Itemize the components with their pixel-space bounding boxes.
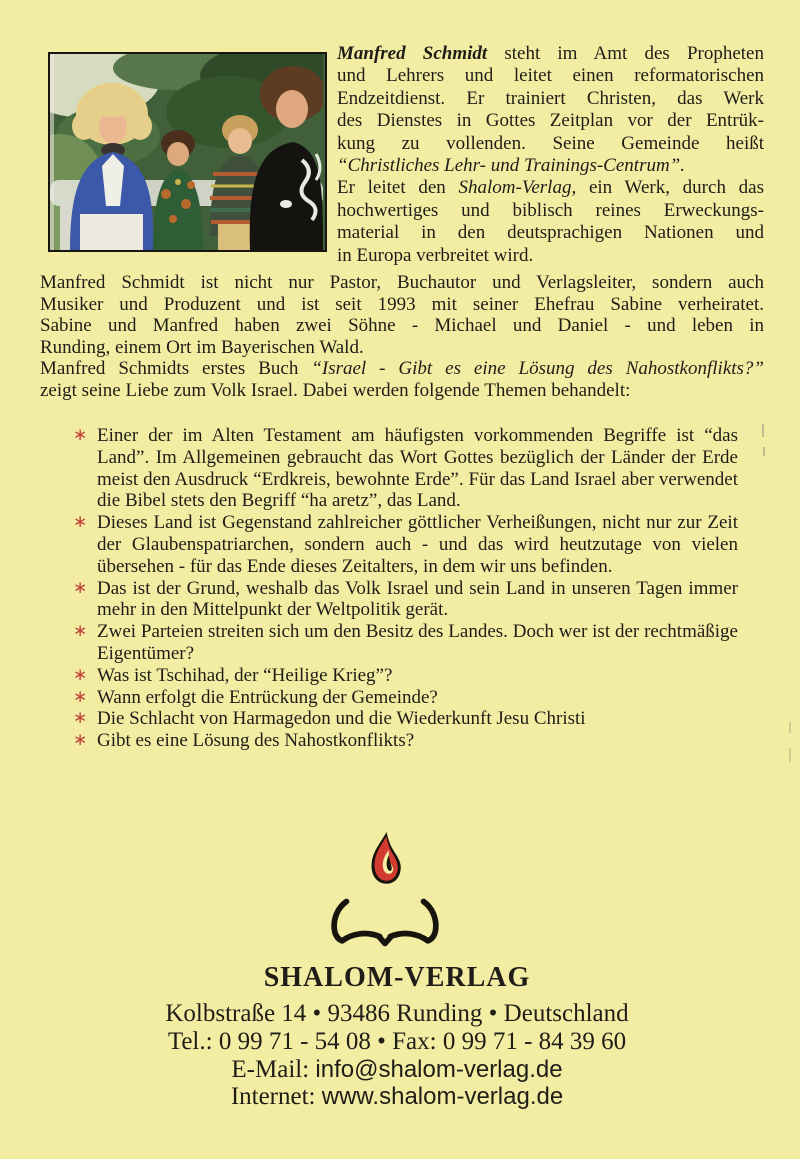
- open-book-icon: [329, 897, 441, 948]
- email-label: E-Mail:: [231, 1055, 310, 1083]
- asterisk-bullet-icon: ∗: [73, 686, 88, 707]
- flame-icon: [361, 824, 409, 894]
- text-line: und Lehrers und leitet einen reformatorischen: [337, 65, 764, 87]
- text-line: kung zu vollenden. Seine Gemeinde heißt: [337, 132, 764, 154]
- text-line: Endzeitdienst. Er trainiert Christen, das Werk: [337, 87, 764, 109]
- asterisk-bullet-icon: ∗: [73, 708, 88, 729]
- scan-artifact: [762, 424, 764, 437]
- asterisk-bullet-icon: ∗: [73, 577, 88, 598]
- family-photo: [48, 52, 327, 252]
- scan-artifact: [763, 447, 765, 456]
- text-line: zeigt seine Liebe zum Volk Israel. Dabei werden folgende Themen behandelt:: [40, 379, 631, 401]
- text-line: Er leitet den Shalom-Verlag, ein Werk, durch das: [337, 177, 764, 199]
- topic-item: [71, 578, 738, 622]
- topic-item: [71, 730, 738, 752]
- topic-item: [71, 687, 738, 709]
- author-intro-paragraph: [337, 43, 764, 267]
- topics-list: [71, 425, 738, 752]
- text-line: Musiker und Produzent und ist seit 1993 mit seiner Ehefrau Sabine verheiratet.: [40, 293, 764, 315]
- topic-text: Gibt es eine Lösung des Nahostkonflikts?: [97, 730, 415, 752]
- text-line: Manfred Schmidt steht im Amt des Propheten: [337, 43, 764, 64]
- topic-item: [71, 425, 738, 512]
- topic-item: [71, 665, 738, 687]
- scan-artifact: [789, 748, 791, 762]
- email-address: info@shalom-verlag.de: [315, 1055, 563, 1083]
- asterisk-bullet-icon: ∗: [73, 512, 88, 533]
- topic-text: Die Schlacht von Harmagedon und die Wiederkunft Jesu Christi: [97, 708, 586, 730]
- text-line: Sabine und Manfred haben zwei Söhne - Michael und Daniel - und leben in: [40, 315, 764, 336]
- asterisk-bullet-icon: ∗: [73, 425, 88, 445]
- text-line: in Europa verbreitet wird.: [337, 244, 534, 266]
- topic-text: Zwei Parteien streiten sich um den Besitz des Landes. Doch wer ist der rechtmäßige Eigentümer?: [97, 621, 738, 664]
- text-line: hochwertiges und biblisch reines Erweckungs-: [337, 199, 764, 221]
- topic-item: [71, 512, 738, 577]
- publisher-email-line: [0, 1056, 794, 1084]
- publisher-phone-fax: Tel.: 0 99 71 - 54 08 • Fax: 0 99 71 - 84 39 60: [167, 1027, 627, 1055]
- website-address: www.shalom-verlag.de: [321, 1083, 564, 1111]
- topic-text: Dieses Land ist Gegenstand zahlreicher göttlicher Verheißungen, nicht nur zur Zeit der Glaubenspatriarchen, sondern auch - und das wird heutzutage von vielen übersehen - für das Ende dieses Zeitalters, in dem wir uns befinden.: [97, 512, 738, 577]
- publisher-internet-line: [0, 1083, 794, 1111]
- publisher-address: Kolbstraße 14 • 93486 Runding • Deutschland: [165, 1000, 629, 1027]
- text-line: Manfred Schmidts erstes Buch “Israel - Gibt es eine Lösung des Nahostkonflikts?”: [40, 358, 764, 379]
- asterisk-bullet-icon: ∗: [73, 730, 88, 751]
- text-line: Runding, einem Ort im Bayerischen Wald.: [40, 336, 364, 358]
- topic-text: Wann erfolgt die Entrückung der Gemeinde?: [97, 686, 438, 708]
- topic-item: [71, 708, 738, 730]
- publisher-name: SHALOM-VERLAG: [263, 962, 531, 993]
- asterisk-bullet-icon: ∗: [73, 664, 88, 685]
- text-line: material in den deutsprachigen Nationen und: [337, 222, 764, 244]
- text-line: “Christliches Lehr- und Trainings-Centrum”.: [337, 155, 686, 177]
- asterisk-bullet-icon: ∗: [73, 621, 88, 642]
- publisher-logo: [326, 824, 444, 948]
- internet-label: Internet:: [230, 1083, 316, 1111]
- text-line: des Dienstes in Gottes Zeitplan vor der Entrük-: [337, 110, 764, 132]
- topic-item: [71, 621, 738, 665]
- topic-text: Das ist der Grund, weshalb das Volk Israel und sein Land in unseren Tagen immer mehr in den Mittelpunkt der Weltpolitik gerät.: [97, 577, 738, 621]
- scan-artifact: [789, 722, 791, 733]
- publisher-block: [0, 962, 794, 1111]
- text-line: Manfred Schmidt ist nicht nur Pastor, Buchautor und Verlagsleiter, sondern auch: [40, 272, 764, 293]
- topic-text: Was ist Tschihad, der “Heilige Krieg”?: [97, 664, 393, 686]
- topic-text: Einer der im Alten Testament am häufigsten vorkommenden Begriffe ist “das Land”. Im Allgemeinen gebraucht das Wort Gottes bezüglich der Länder der Erde meist den Ausdruck “Erdkreis, bewohnte Erde”. Für das Land Israel aber verwendet die Bibel stets den Begriff “ha aretz”, das Land.: [97, 425, 738, 512]
- biography-paragraph: [40, 272, 764, 401]
- family-photo-graphic: [50, 54, 323, 250]
